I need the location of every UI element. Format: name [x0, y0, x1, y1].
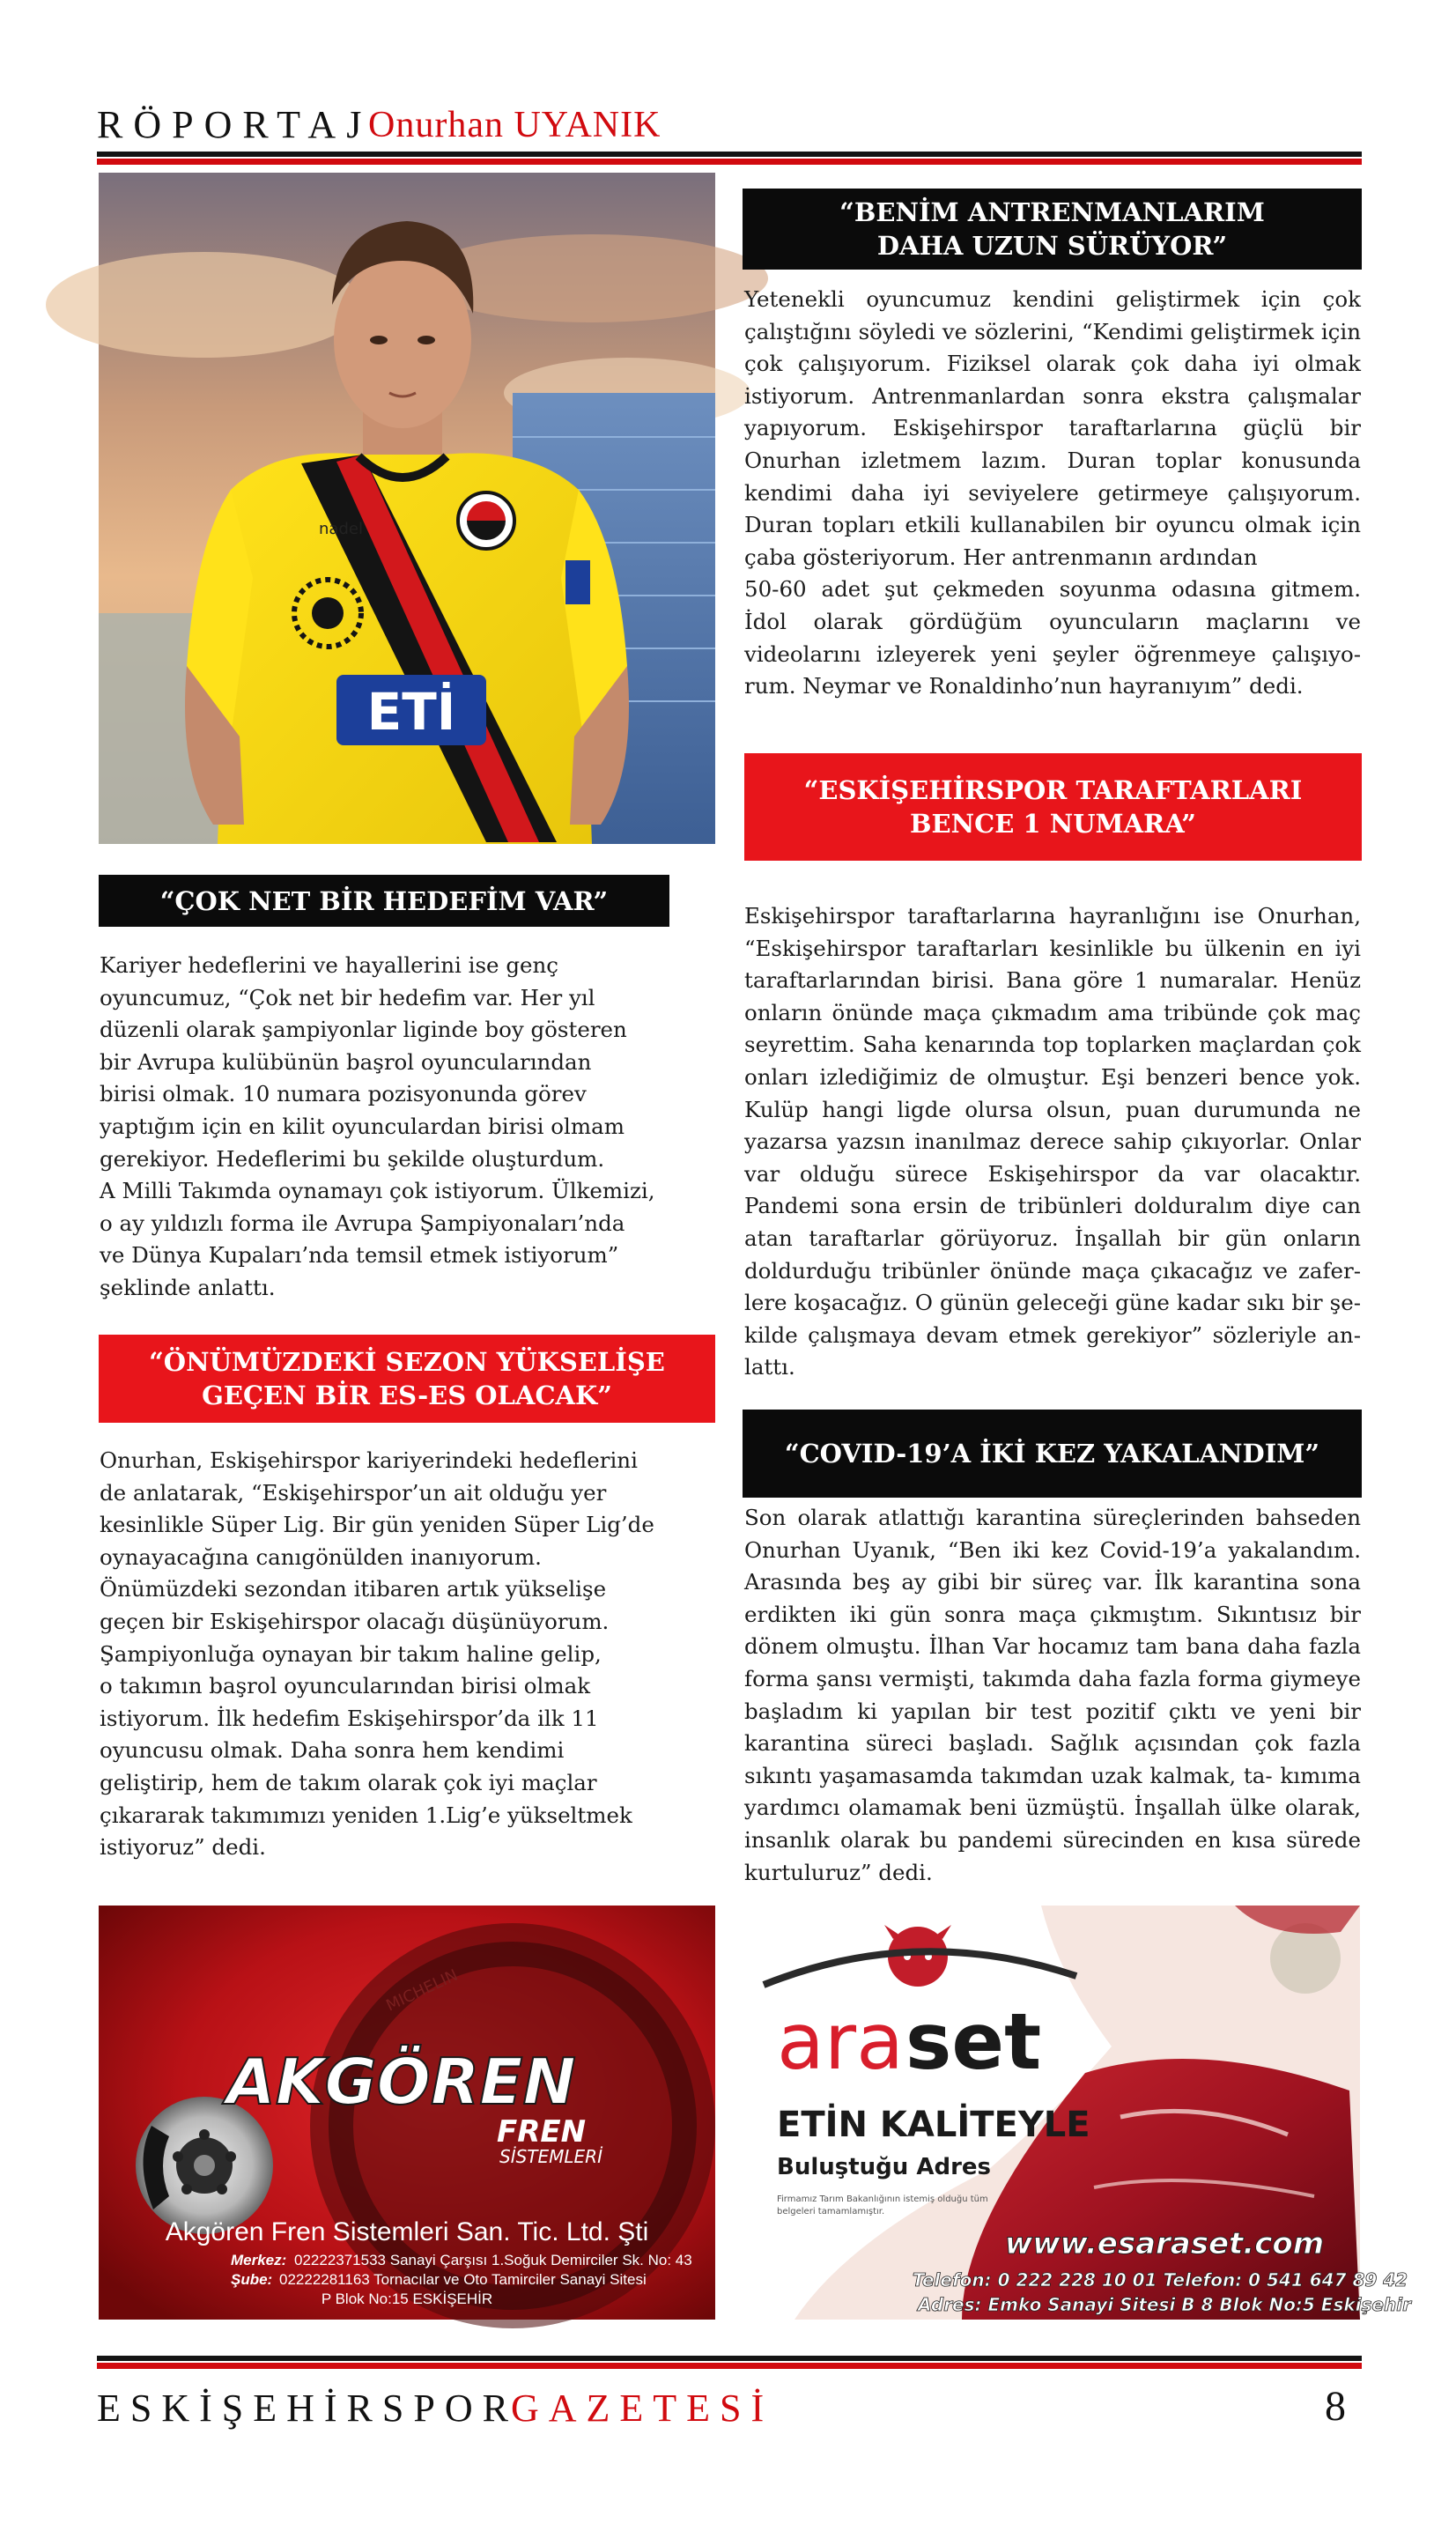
header-rule-red — [97, 159, 1362, 165]
tyre-brand-text: MICHELIN — [383, 1965, 462, 2016]
heading-training-text: “BENİM ANTRENMANLARIM DAHA UZUN SÜRÜYOR” — [839, 197, 1265, 261]
heading-fans-text: “ESKİŞEHİRSPOR TARAFTARLARI BENCE 1 NUMARA” — [803, 775, 1303, 839]
akgoren-sube-label: Şube: — [231, 2271, 273, 2288]
kit-brand-label: nadel — [319, 520, 363, 538]
araset-fineprint-2: belgeleri tamamlamıştır. — [777, 2207, 885, 2216]
header-rule-black — [97, 152, 1362, 157]
newspaper-title-accent: GAZETESİ — [511, 2387, 774, 2430]
ad-akgoren[interactable] — [99, 1906, 715, 2320]
heading-covid — [743, 1410, 1362, 1498]
araset-tagline-1: ETİN KALİTEYLE — [777, 2105, 1090, 2145]
araset-address: Adres: Emko Sanayi Sitesi B 8 Blok No:5 Eskişehir — [918, 2294, 1411, 2315]
akgoren-merkez: 02222371533 Sanayi Çarşısı 1.Soğuk Demirciler Sk. No: 43 — [294, 2252, 692, 2268]
akgoren-logo-sub2: SİSTEMLERİ — [499, 2146, 602, 2167]
page-number: 8 — [1325, 2383, 1346, 2430]
section-label: RÖPORTAJ — [97, 103, 373, 146]
araset-tagline-2: Buluştuğu Adres — [777, 2154, 992, 2180]
heading-training — [743, 189, 1362, 270]
body-next-season: Onurhan, Eskişehirspor kariyerindeki hedeflerini de anlatarak, “Eskişehirspor’un ait olduğu yer kesinlikle Süper Lig. Bir gün yeniden Süper Lig’de oynayacağına canıgönülden inanıyorum. Önümüzdeki sezondan itibaren artık yükselişe geçen bir Eskişehirspor olacağı düşünüyorum. Şampiyonluğa oynayan bir takım haline gelip, o takımın başrol oyuncularından birisi olmak istiyorum. İlk hedefim Eskişehirspor’da ilk 11 oyuncusu olmak. Daha sonra hem kendimi geliştirip, hem de takım olarak çok iyi maçlar çıkararak takımımızı yeniden 1.Lig’e yükseltmek istiyoruz” dedi. — [100, 1447, 654, 1861]
body-covid: Son olarak atlattığı karantina süreçlerinden bahseden Onurhan Uyanık, “Ben iki kez Covid-19’a yakalandım. Arasında beş ay gibi bir süreç var. İlk karantina sona erdikten iki gün sonra maça çıkmıştım. Sıkıntısız bir dönem olmuştu. İlhan Var hocamız tam bana daha fazla forma şansı vermişti, takımda daha fazla forma giymeye başladım ki yapılan bir test pozitif çıktı ve yeni bir karantina süreci başladı. Sağlık açısından çok fazla sıkıntı yaşamasamda takımdan uzak kalmak, ta- kımıma yardımcı olamamak beni üzmüştü. İnşallah ülke olarak, insanlık olarak bu pandemi sürecinden en kısa sürede kurtuluruz” dedi. — [744, 1505, 1361, 1885]
araset-logo-b: set — [905, 1996, 1042, 2087]
araset-phones: Telefon: 0 222 228 10 01 Telefon: 0 541 647 89 42 — [912, 2269, 1408, 2290]
akgoren-logo: AKGÖREN — [226, 2045, 576, 2119]
footer-rule-black — [97, 2356, 1362, 2361]
heading-fans — [744, 753, 1362, 861]
araset-logo-a: ara — [777, 1996, 905, 2087]
akgoren-company: Akgören Fren Sistemleri San. Tic. Ltd. Şti — [165, 2217, 649, 2246]
heading-next-season-text: “ÖNÜMÜZDEKİ SEZON YÜKSELİŞE GEÇEN BİR ES-ES OLACAK” — [149, 1347, 665, 1410]
heading-goal-text: “ÇOK NET BİR HEDEFİM VAR” — [159, 885, 609, 916]
body-fans: Eskişehirspor taraftarlarına hayranlığını ise Onurhan, “Eskişehirspor taraftarları kesinlikle bu ülkenin en iyi taraftarlarından birisi. Bana göre 1 numaralar. Henüz onların önünde maça çıkmadım ama tribünde çok maç seyrettim. Saha kenarında top toplarken maçlardan çok onları izlediğimiz de olmuştur. Eşi benzeri bence yok. Kulüp hangi ligde olursa olsun, puan durumunda ne yazarsa yazsın inanılmaz derece sahip çıkıyorlar. Onlar var olduğu sürece Eskişehirspor da var olacaktır. Pandemi sona ersin de tribünleri dolduralım diye can atan taraftarlar görüyoruz. İnşallah bir gün onların doldurduğu tribünler önünde maça çıkacağız ve zafer- lere koşacağız. O günün geleceği güne kadar sıkı bir şe- kilde çalışmaya devam etmek gerekiyor” sözleriyle an- lattı. — [744, 903, 1361, 1380]
araset-fineprint-1: Firmamız Tarım Bakanlığının istemiş olduğu tüm — [777, 2194, 988, 2204]
akgoren-logo-sub1: FREN — [497, 2114, 587, 2150]
jersey-sponsor: ETİ — [366, 682, 456, 742]
newspaper-title: ESKİŞEHİRSPOR — [97, 2387, 518, 2430]
araset-website[interactable]: www.esaraset.com — [1004, 2226, 1325, 2261]
footer-rule-red — [97, 2363, 1362, 2369]
heading-next-season — [99, 1335, 715, 1423]
akgoren-merkez-label: Merkez: — [231, 2252, 287, 2268]
akgoren-sube: 02222281163 Tornacılar ve Oto Tamirciler Sanayi Sitesi — [279, 2271, 647, 2288]
heading-covid-text: “COVID-19’A İKİ KEZ YAKALANDIM” — [784, 1439, 1320, 1469]
body-goal: Kariyer hedeflerini ve hayallerini ise genç oyuncumuz, “Çok net bir hedefim var. Her yıl düzenli olarak şampiyonlar liginde boy gösteren bir Avrupa kulübünün başrol oyuncularından birisi olmak. 10 numara pozisyonunda görev yaptığım için en kilit oyunculardan birisi olmam gerekiyor. Hedeflerimi bu şekilde oluşturdum. A Milli Takımda oynamayı çok istiyorum. Ülkemizi, o ay yıldızlı forma ile Avrupa Şampiyonaları’nda ve Dünya Kupaları’nda temsil etmek istiyorum” şeklinde anlattı. — [100, 952, 655, 1300]
heading-goal — [99, 875, 669, 927]
body-training: Yetenekli oyuncumuz kendini geliştirmek için çok çalıştığını söyledi ve sözlerini, “Kendimi geliştirmek için çok çalışıyorum. Fiziksel olarak çok daha iyi olmak istiyorum. Antrenmanlardan sonra ekstra çalışmalar yapıyorum. Eskişehirspor taraftarlarına güçlü bir Onurhan izletmem lazım. Duran toplar konusunda kendimi daha iyi seviyelere getirmeye çalışıyorum. Duran topları etkili kullanabilen bir oyuncu olmak için çaba gösteriyorum. Her antrenmanın ardından 50-60 adet şut çekmeden soyunma odasına gitmem. İdol olarak gördüğüm oyuncuların maçlarını ve videolarını izleyerek yeni şeyler öğrenmeye çalışıyo- rum. Neymar ve Ronaldinho’nun hayranıyım” dedi. — [744, 286, 1361, 699]
player-photo — [99, 173, 715, 844]
ad-araset[interactable] — [742, 1906, 1411, 2320]
akgoren-sube-2: P Blok No:15 ESKİŞEHİR — [321, 2290, 493, 2307]
interview-author: Onurhan UYANIK — [368, 105, 661, 145]
